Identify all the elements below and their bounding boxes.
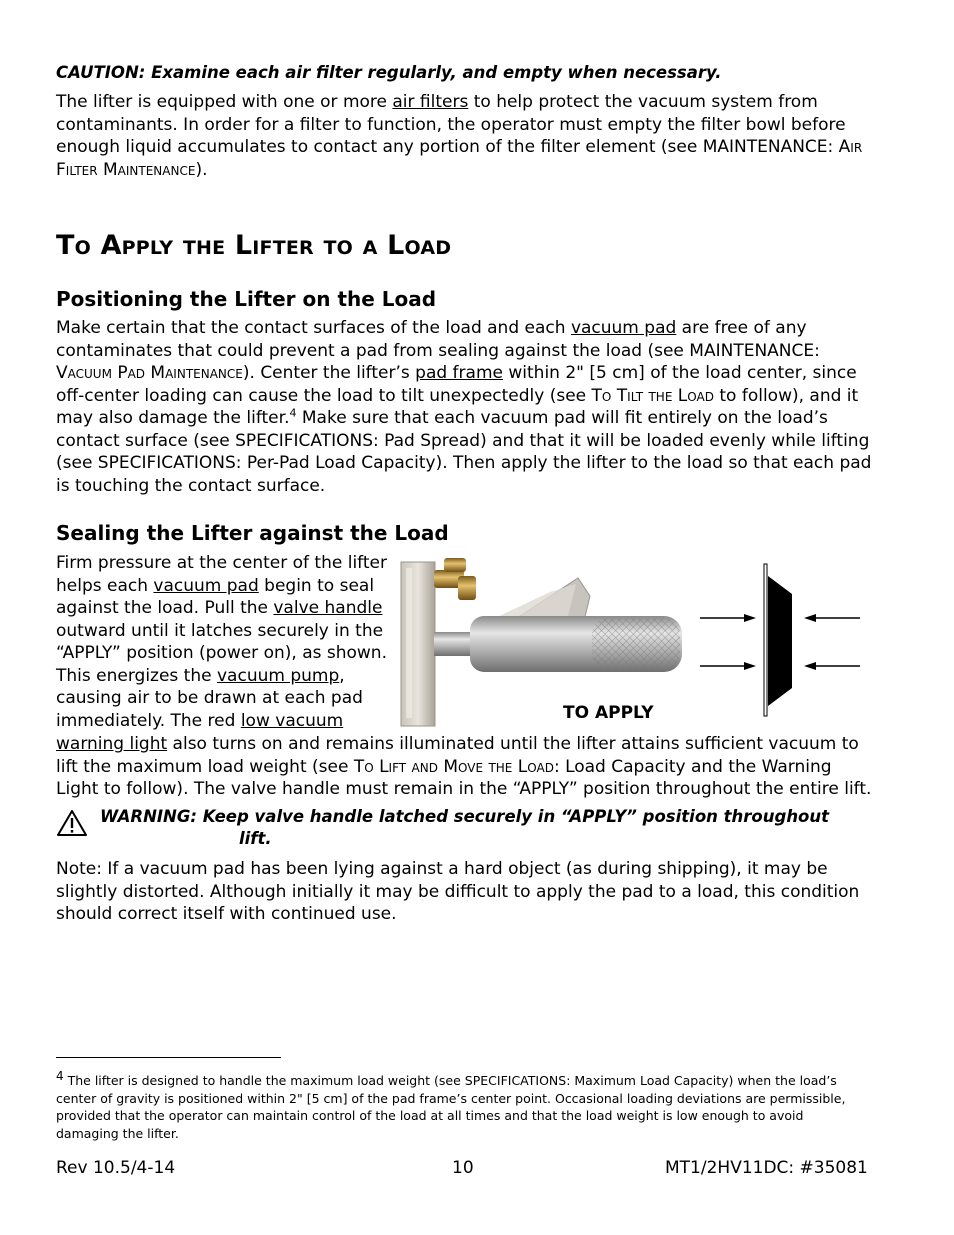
- warning-line: WARNING: Keep valve handle latched securely in “APPLY” position throughout: [100, 807, 830, 826]
- warning-light-link[interactable]: warning light: [56, 734, 168, 754]
- text-run: Make sure that each vacuum pad will fit entirely on the load’s contact surface (see SPECIFICATIONS: Pad Spread) and that it will be loaded evenly while lifting (see SPECIFICATIONS: Per-Pad Load Capacity). Then apply the lifter to the load so that each pad is touching the contact surface.: [56, 408, 872, 496]
- low-vacuum-link[interactable]: low vacuum: [240, 710, 344, 731]
- sealing-line: Firm pressure at the center of the lifter: [56, 553, 387, 573]
- text-run: ). Center the lifter’s: [242, 363, 416, 383]
- sealing-line: causing air to be drawn at each pad: [56, 688, 363, 708]
- vacuum-pad-link[interactable]: vacuum pad: [153, 575, 259, 596]
- warning-text: [100, 806, 870, 850]
- vacuum-pad: [768, 576, 792, 706]
- load-surface: [764, 564, 767, 716]
- sealing-line: [56, 597, 396, 620]
- positioning-paragraph: [56, 317, 876, 497]
- footnote-text: The lifter is designed to handle the maximum load weight (see SPECIFICATIONS: Maximum Load Capacity) when the load’s center of gravity is positioned within 2" [5 cm] of the pad frame’s center point. Occasional loading deviations are permissible, provided that the operator can maintain control of the load at all times and that the load weight is low enough to avoid damaging the lifter.: [56, 1073, 846, 1141]
- sealing-line: [56, 575, 396, 598]
- text-run: ,: [339, 665, 345, 686]
- footnote: [56, 1068, 856, 1142]
- warning-triangle-icon: [56, 809, 88, 837]
- vacuum-pump-link[interactable]: vacuum pump: [217, 665, 340, 686]
- sealing-left-column: [56, 552, 396, 732]
- footer-page-number: 10: [452, 1158, 474, 1178]
- warning-line: lift.: [239, 829, 272, 848]
- valve-handle-link[interactable]: valve handle: [273, 598, 383, 618]
- text-run: helps each: [56, 575, 154, 596]
- text-run: ).: [195, 159, 208, 180]
- valve-handle-figure: [400, 556, 870, 728]
- air-filter-paragraph: [56, 91, 876, 181]
- text-run: also turns on and remains illuminated until the lifter attains sufficient vacuum to lift the maximum load weight (see: [56, 734, 859, 777]
- air-filter-maintenance-ref: Air Filter Maintenance: [56, 137, 863, 180]
- text-run: are free of any contaminates that could prevent a pad from sealing against the load (see MAINTENANCE:: [56, 318, 820, 361]
- text-run: Make certain that the contact surfaces of the load and each: [56, 318, 571, 338]
- footnote-number: 4: [56, 1068, 64, 1083]
- text-run: against the load. Pull the: [56, 598, 274, 618]
- footer-document-id: MT1/2HV11DC: #35081: [665, 1158, 868, 1178]
- text-run: to help protect the vacuum system from contaminants. In order for a filter to function, the operator must empty the filter bowl before enough liquid accumulates to contact any portion of the filter element (see MAINTENANCE:: [56, 92, 846, 157]
- sealing-line: “APPLY” position (power on), as shown.: [56, 643, 387, 663]
- sealing-line: outward until it latches securely in the: [56, 620, 384, 641]
- sealing-line: [56, 710, 396, 733]
- footnote-marker[interactable]: 4: [289, 406, 297, 420]
- footer-revision: Rev 10.5/4-14: [56, 1158, 176, 1178]
- vacuum-pad-link[interactable]: vacuum pad: [570, 318, 677, 338]
- tilt-load-ref: To Tilt the Load: [591, 385, 714, 406]
- footnote-separator: [56, 1057, 281, 1058]
- vacuum-pad-maintenance-ref: Vacuum Pad Maintenance: [56, 363, 243, 383]
- sealing-continuation: [56, 733, 876, 801]
- lift-move-load-ref: To Lift and Move the Load: [353, 756, 554, 777]
- text-run: begin to seal: [258, 575, 375, 596]
- positioning-heading: Positioning the Lifter on the Load: [56, 287, 437, 311]
- text-run: : Load Capacity and the Warning Light to follow). The valve handle must remain in the “APPLY” position throughout the entire lift.: [56, 756, 872, 799]
- caution-notice: CAUTION: Examine each air filter regularly, and empty when necessary.: [56, 63, 722, 82]
- section-title: To Apply the Lifter to a Load: [56, 230, 452, 261]
- sealing-heading: Sealing the Lifter against the Load: [56, 521, 449, 545]
- note-paragraph: Note: If a vacuum pad has been lying against a hard object (as during shipping), it may be slightly distorted. Although initially it may be difficult to apply the pad to a load, this condition should correct itself with continued use.: [56, 859, 860, 924]
- text-run: This energizes the: [56, 665, 217, 686]
- text-run: immediately. The red: [56, 710, 241, 731]
- air-filters-link[interactable]: air filters: [392, 92, 469, 112]
- figure-caption: TO APPLY: [563, 703, 654, 723]
- sealing-line: [56, 665, 396, 688]
- text-run: to follow), and it may also damage the lifter.: [56, 385, 859, 428]
- text-run: within 2" [5 cm] of the load center, since off-center loading can cause the load to tilt unexpectedly (see: [56, 363, 857, 406]
- pad-frame-link[interactable]: pad frame: [415, 363, 503, 383]
- text-run: The lifter is equipped with one or more: [56, 92, 393, 112]
